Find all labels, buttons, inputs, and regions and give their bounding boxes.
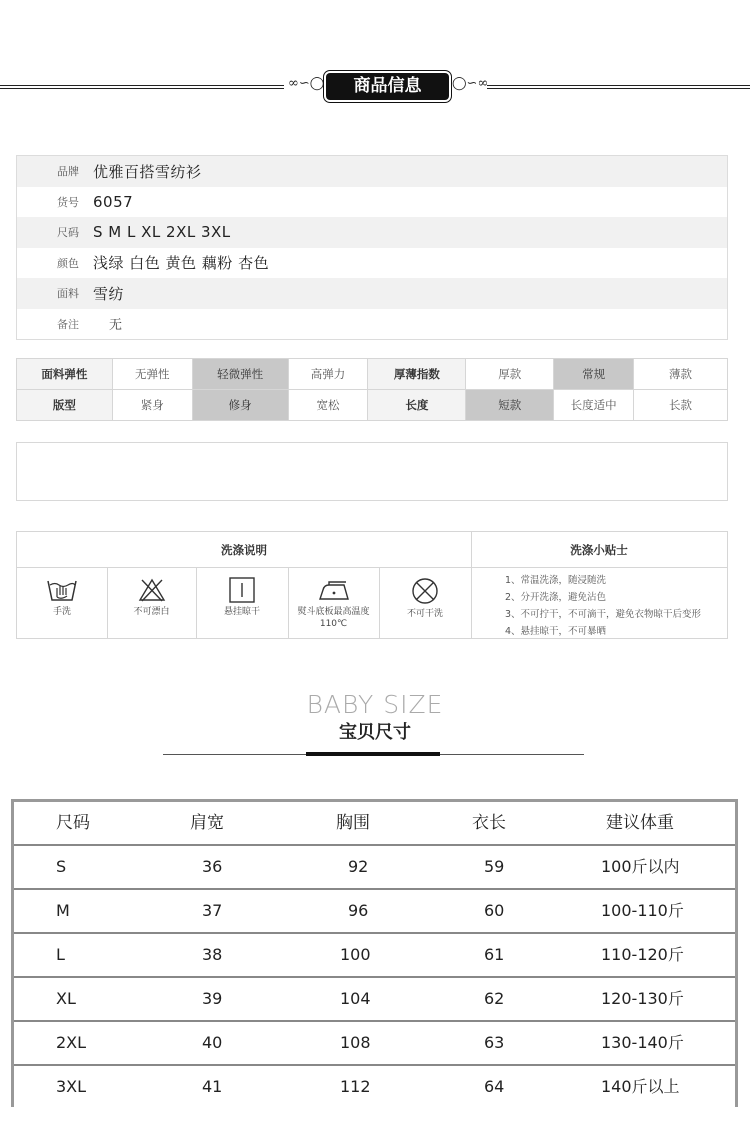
cell-size: 3XL bbox=[56, 1077, 87, 1096]
cell-length: 61 bbox=[484, 945, 505, 964]
cell-size: M bbox=[56, 901, 70, 920]
column-header: 建议体重 bbox=[606, 813, 674, 833]
cell-length: 59 bbox=[484, 857, 505, 876]
hang-dry-icon bbox=[228, 577, 256, 603]
info-value: S M L XL 2XL 3XL bbox=[93, 223, 231, 242]
tip-item: 2、分开洗涤，避免沾色 bbox=[505, 592, 607, 603]
wash-item bbox=[17, 568, 107, 639]
empty-panel bbox=[16, 442, 728, 501]
wash-item bbox=[379, 568, 471, 639]
info-row-colors bbox=[17, 248, 727, 279]
header-ornament-right: ◯∽∞ bbox=[452, 76, 489, 91]
cell-weight: 130-140斤 bbox=[601, 1033, 684, 1052]
wash-label: 手洗 bbox=[52, 607, 71, 617]
property-option-selected: 短款 bbox=[466, 390, 554, 421]
property-option: 长度适中 bbox=[554, 390, 634, 421]
property-option: 薄款 bbox=[634, 359, 728, 390]
table-row bbox=[14, 978, 735, 1022]
cell-weight: 100斤以内 bbox=[601, 857, 680, 876]
table-row bbox=[14, 1022, 735, 1066]
cell-shoulder: 40 bbox=[202, 1033, 223, 1052]
wash-label: 熨斗底板最高温度110℃ bbox=[297, 607, 370, 629]
cell-length: 60 bbox=[484, 901, 505, 920]
washing-tips bbox=[505, 572, 701, 640]
table-row bbox=[14, 890, 735, 934]
info-value: 雪纺 bbox=[93, 284, 125, 303]
column-header: 尺码 bbox=[56, 813, 90, 833]
info-row-sku bbox=[17, 187, 727, 218]
size-table-header bbox=[14, 802, 735, 846]
washing-title: 洗涤说明 bbox=[17, 532, 471, 568]
info-row-brand bbox=[17, 156, 727, 187]
property-option-selected: 修身 bbox=[192, 390, 288, 421]
property-label: 版型 bbox=[17, 390, 113, 421]
column-header: 衣长 bbox=[472, 813, 506, 833]
wash-item bbox=[107, 568, 196, 639]
table-row bbox=[14, 934, 735, 978]
info-row-sizes bbox=[17, 217, 727, 248]
size-title-cn: 宝贝尺寸 bbox=[339, 722, 411, 743]
wash-item bbox=[196, 568, 288, 639]
info-value: 无 bbox=[109, 318, 123, 334]
info-key: 货号 bbox=[57, 195, 79, 209]
info-key: 备注 bbox=[57, 317, 79, 331]
info-row-fabric bbox=[17, 278, 727, 309]
section-title: 商品信息 bbox=[326, 73, 449, 100]
cell-weight: 140斤以上 bbox=[601, 1077, 680, 1096]
info-key: 颜色 bbox=[57, 256, 79, 270]
cell-length: 64 bbox=[484, 1077, 505, 1096]
info-key: 品牌 bbox=[57, 165, 79, 179]
cell-weight: 120-130斤 bbox=[601, 989, 684, 1008]
column-header: 胸围 bbox=[336, 813, 370, 833]
washing-tips-title: 洗涤小贴士 bbox=[471, 532, 727, 568]
wash-item bbox=[288, 568, 379, 639]
cell-shoulder: 36 bbox=[202, 857, 223, 876]
cell-shoulder: 38 bbox=[202, 945, 223, 964]
property-option-selected: 常规 bbox=[554, 359, 634, 390]
property-label: 长度 bbox=[368, 390, 466, 421]
cell-size: L bbox=[56, 945, 65, 964]
cell-bust: 104 bbox=[340, 989, 371, 1008]
tip-item: 4、悬挂晾干，不可暴晒 bbox=[505, 626, 607, 637]
column-header: 肩宽 bbox=[190, 813, 224, 833]
cell-size: XL bbox=[56, 989, 76, 1008]
info-value: 浅绿 白色 黄色 藕粉 杏色 bbox=[93, 254, 270, 273]
info-row-note bbox=[17, 309, 727, 340]
cell-bust: 100 bbox=[340, 945, 371, 964]
table-row bbox=[14, 1066, 735, 1107]
washing-panel bbox=[16, 531, 728, 639]
no-bleach-icon bbox=[137, 577, 167, 603]
property-option: 长款 bbox=[634, 390, 728, 421]
table-row bbox=[14, 846, 735, 890]
wash-label: 悬挂晾干 bbox=[223, 607, 260, 617]
cell-shoulder: 37 bbox=[202, 901, 223, 920]
property-option: 紧身 bbox=[112, 390, 192, 421]
hand-wash-icon bbox=[46, 577, 78, 603]
cell-length: 63 bbox=[484, 1033, 505, 1052]
cell-size: 2XL bbox=[56, 1033, 87, 1052]
size-title-en: BABY SIZE bbox=[306, 690, 444, 719]
info-key: 面料 bbox=[57, 287, 79, 301]
size-table bbox=[11, 799, 738, 1107]
property-option: 宽松 bbox=[288, 390, 368, 421]
property-row bbox=[17, 359, 728, 390]
cell-size: S bbox=[56, 857, 67, 876]
info-key: 尺码 bbox=[57, 226, 79, 240]
cell-bust: 96 bbox=[348, 901, 369, 920]
tip-item: 1、常温洗涤，随浸随洗 bbox=[505, 575, 607, 586]
cell-shoulder: 39 bbox=[202, 989, 223, 1008]
iron-icon bbox=[317, 577, 351, 603]
cell-weight: 100-110斤 bbox=[601, 901, 684, 920]
product-info-block bbox=[16, 155, 728, 340]
header-rule-right bbox=[487, 85, 750, 89]
property-label: 面料弹性 bbox=[17, 359, 113, 390]
wash-label: 不可干洗 bbox=[406, 609, 443, 619]
wash-label: 不可漂白 bbox=[133, 607, 170, 617]
property-option-selected: 轻微弹性 bbox=[192, 359, 288, 390]
property-option: 无弹性 bbox=[112, 359, 192, 390]
cell-bust: 112 bbox=[340, 1077, 371, 1096]
header-rule-left bbox=[0, 85, 284, 89]
cell-weight: 110-120斤 bbox=[601, 945, 684, 964]
header-ornament-left: ∞∽◯ bbox=[288, 76, 325, 91]
info-value: 6057 bbox=[93, 192, 134, 211]
cell-length: 62 bbox=[484, 989, 505, 1008]
property-row bbox=[17, 390, 728, 421]
size-title-accent bbox=[306, 752, 440, 756]
property-grid bbox=[16, 358, 728, 421]
property-option: 高弹力 bbox=[288, 359, 368, 390]
cell-bust: 108 bbox=[340, 1033, 371, 1052]
no-dry-clean-icon bbox=[410, 577, 440, 605]
divider bbox=[471, 532, 472, 638]
info-value: 优雅百搭雪纺衫 bbox=[93, 162, 202, 181]
property-option: 厚款 bbox=[466, 359, 554, 390]
cell-shoulder: 41 bbox=[202, 1077, 223, 1096]
tip-item: 3、不可拧干，不可滴干，避免衣物晾干后变形 bbox=[505, 609, 702, 620]
cell-bust: 92 bbox=[348, 857, 369, 876]
property-label: 厚薄指数 bbox=[368, 359, 466, 390]
